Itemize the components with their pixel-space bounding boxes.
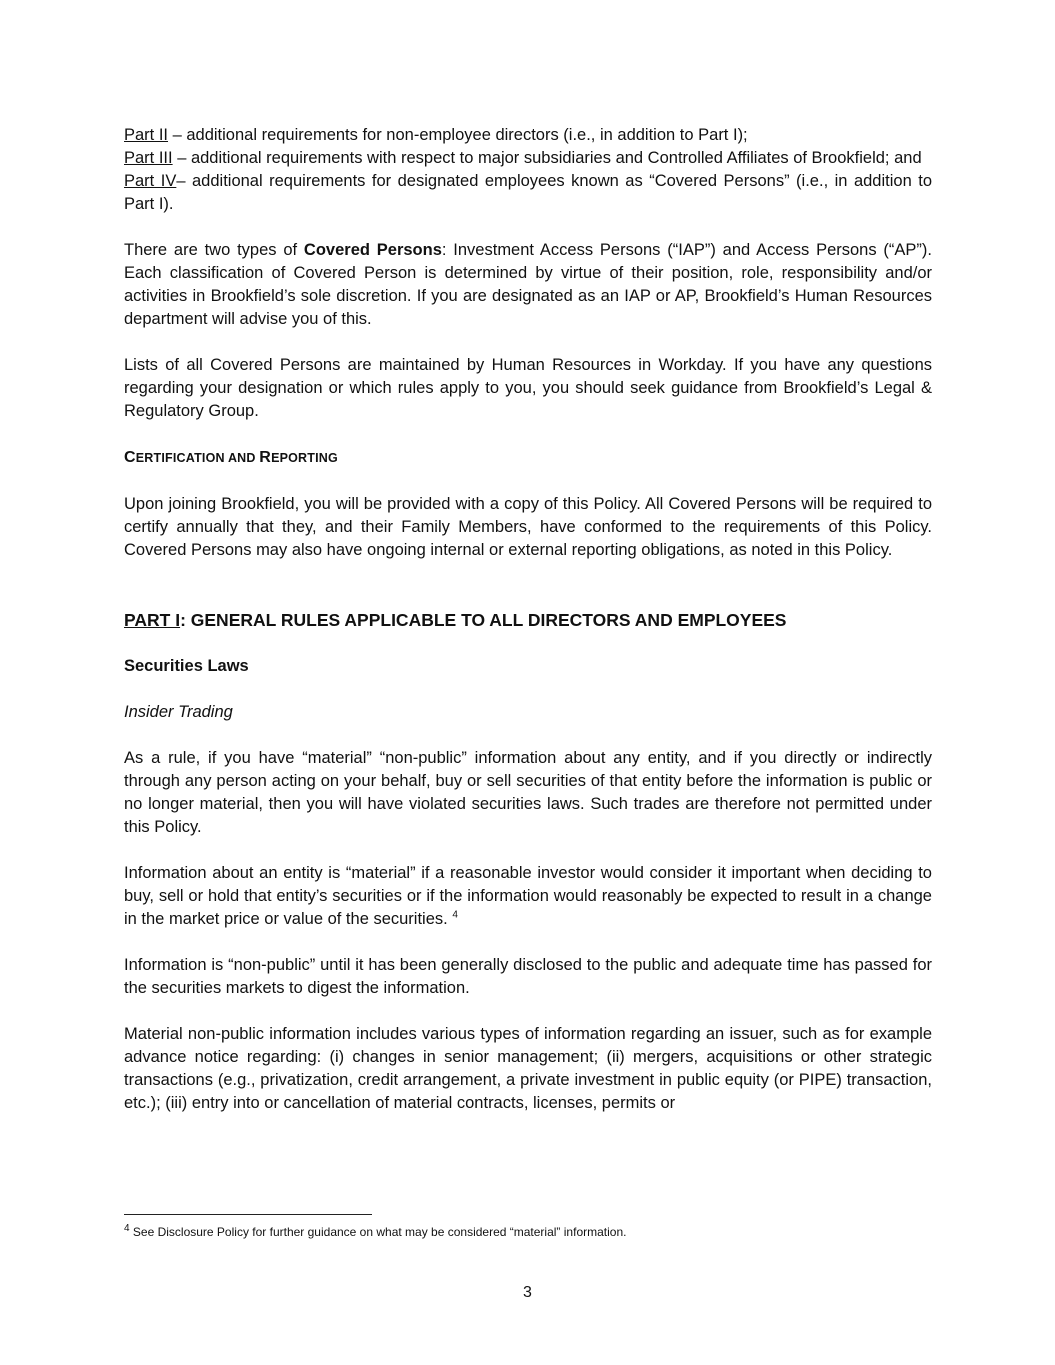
material-text: Information about an entity is “material” if a reasonable investor would consider it important when deciding to buy, sell or hold that entity’s securities or if the information would reasonably be expected to result in a change in the market price or value of the securities. xyxy=(124,864,932,928)
intro-item-part-iii xyxy=(124,147,932,170)
footnote-number: 4 xyxy=(124,1223,130,1234)
material-paragraph xyxy=(124,862,932,931)
footnote-ref[interactable]: 4 xyxy=(452,909,458,921)
part-ii-link[interactable]: Part II xyxy=(124,126,169,144)
part-i-heading xyxy=(124,609,932,632)
footnote-divider xyxy=(124,1214,372,1215)
intro-item-part-ii xyxy=(124,124,932,147)
certification-paragraph: Upon joining Brookfield, you will be provided with a copy of this Policy. All Covered Persons will be required to certify annually that they, and their Family Members, have conformed to the requirements of this Policy. Covered Persons may also have ongoing internal or external reporting obligations, as noted in this Policy. xyxy=(124,495,932,559)
covered-persons-after: : Investment Access Persons (“IAP”) and Access Persons (“AP”). Each classification of Covered Person is determined by virtue of their position, role, responsibility and/or activities in Brookfield’s sole discretion. If you are designated as an IAP or AP, Brookfield’s Human Resources department will advise you of this. xyxy=(124,241,932,328)
page-body xyxy=(124,124,932,1115)
mnpi-paragraph: Material non-public information includes various types of information regarding an issuer, such as for example advance notice regarding: (i) changes in senior management; (ii) mergers, acquisitions or other strategic transactions (e.g., privatization, credit arrangement, a private investment in public equity (or PIPE) transaction, etc.); (iii) entry into or cancellation of material contracts, licenses, permits or xyxy=(124,1025,932,1112)
footnote-text: See Disclosure Policy for further guidance on what may be considered “material” information. xyxy=(129,1225,627,1239)
footnote xyxy=(124,1225,626,1240)
cert-heading-c1-rest: ERTIFICATION AND xyxy=(135,451,260,465)
insider-trading-heading: Insider Trading xyxy=(124,703,233,721)
intro-item-part-iv xyxy=(124,170,932,216)
covered-persons-paragraph xyxy=(124,239,932,331)
part-i-heading-text: : GENERAL RULES APPLICABLE TO ALL DIRECTORS AND EMPLOYEES xyxy=(180,610,787,630)
cert-heading-c1: C xyxy=(124,449,136,466)
part-iv-link[interactable]: Part IV xyxy=(124,172,177,190)
cert-heading-c2-rest: EPORTING xyxy=(271,451,338,465)
part-i-link[interactable]: PART I xyxy=(124,610,181,630)
lists-paragraph: Lists of all Covered Persons are maintained by Human Resources in Workday. If you have any questions regarding your designation or which rules apply to you, you should seek guidance from Brookfield’s Legal & Regulatory Group. xyxy=(124,356,932,420)
part-ii-text: – additional requirements for non-employee directors (i.e., in addition to Part I); xyxy=(168,126,748,144)
part-iii-link[interactable]: Part III xyxy=(124,149,173,167)
covered-persons-term: Covered Persons xyxy=(303,241,442,259)
nonpublic-paragraph: Information is “non-public” until it has been generally disclosed to the public and adequate time has passed for the securities markets to digest the information. xyxy=(124,956,932,997)
part-iii-text: – additional requirements with respect to major subsidiaries and Controlled Affiliates of Brookfield; and xyxy=(172,149,922,167)
securities-laws-heading: Securities Laws xyxy=(124,657,249,675)
insider-trading-paragraph: As a rule, if you have “material” “non-public” information about any entity, and if you directly or indirectly through any person acting on your behalf, buy or sell securities of that entity before the information is public or no longer material, then you will have violated securities laws. Such trades are therefore not permitted under this Policy. xyxy=(124,749,932,836)
part-iv-text: – additional requirements for designated employees known as “Covered Persons” (i.e., in addition to Part I). xyxy=(124,172,932,213)
covered-persons-before: There are two types of xyxy=(124,241,304,259)
cert-heading-c2: R xyxy=(259,449,272,466)
certification-heading xyxy=(124,446,932,470)
page-number: 3 xyxy=(523,1284,532,1301)
